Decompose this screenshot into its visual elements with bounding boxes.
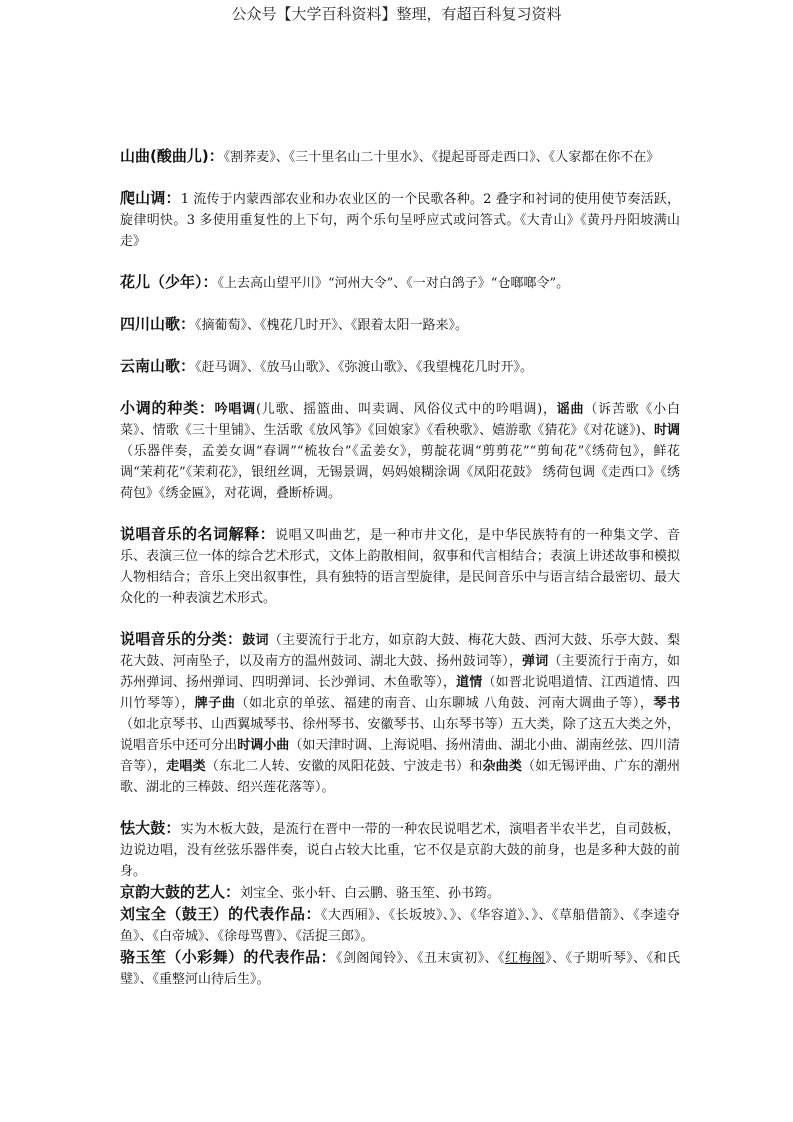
keyword-paiziqu: 牌子曲 [194, 696, 236, 711]
section-xiaodiao-types [120, 398, 680, 504]
term-jingyun-artists: 京韵大鼓的艺人： [120, 883, 241, 901]
keyword-guci: 鼓词 [242, 633, 269, 648]
term-liubaoquan-works: 刘宝全（鼓王）的代表作品： [120, 905, 321, 923]
keyword-shidiao: 时调 [653, 423, 680, 438]
term-sichuan-shange: 四川山歌： [120, 315, 196, 333]
section-luoyusheng-works [120, 947, 680, 990]
text-zaqulei: （如无锡评曲、广东的潮州歌、湖北的三棒鼓、绍兴莲花落等）。 [120, 759, 680, 795]
term-qiedagu: 怯大鼓： [120, 819, 181, 837]
text-luoyusheng-works-1: 《剑阁闻铃》、《丑末寅初》、《 [336, 951, 505, 966]
keyword-yaoqu: 谣曲 [556, 402, 585, 417]
text-paiziqu: （如北京的单弦、福建的南音、山东聊城 八角鼓、河南大调曲子等）， [235, 696, 654, 711]
text-guci: （主要流行于北方，如京韵大鼓、梅花大鼓、西河大鼓、乐亭大鼓、梨花大鼓、河南坠子，以及南方的温州鼓词、湖北大鼓、扬州鼓词等）， [120, 633, 680, 669]
term-shuochang-definition: 说唱音乐的名词解释： [120, 525, 276, 543]
term-huaer: 花儿（少年）： [120, 273, 218, 291]
text-shanqu: 《割荞麦》、《三十里名山二十里水》、《提起哥哥走西口》、《人家都在你不在》 [223, 150, 660, 165]
keyword-daoqing: 道情 [456, 675, 483, 690]
text-jingyun-artists: 刘宝全、张小轩、白云鹏、骆玉笙、孙书筠。 [240, 886, 501, 901]
keyword-tanci: 弹词 [522, 654, 549, 669]
text-sichuan-shange: 《摘葡萄》、《槐花几时开》、《跟着太阳一路来》。 [195, 318, 469, 333]
text-huaer: 《上去高山望平川》“河州大令”、《一对白鸽子》“仓啷啷令”。 [217, 276, 570, 291]
text-shidiao: （乐器伴奏，孟姜女调“春调”“梳妆台”《孟姜女》，剪靛花调“剪剪花”“剪甸花”《绣荷包》，鲜花调“茉莉花”《茉莉花》，银纽丝调，无锡景调，妈妈娘糊涂调《凤阳花鼓》 绣荷包调《走西口》《绣荷包》《绣金匾》，对花调，叠断桥调。 [120, 444, 680, 501]
text-shidiao-xiaoqu: （如天津时调、上海说唱、扬州清曲、湖北小曲、湖南丝弦、四川清音等）， [120, 738, 680, 774]
term-shanqu: 山曲(酸曲儿)： [120, 147, 224, 165]
text-pashandiao: 1 流传于内蒙西部农业和办农业区的一个民歌各种。2 叠字和衬词的使用使节奏活跃，旋律明快。3 多使用重复性的上下句，两个乐句呈呼应式或问答式。《大青山》《黄丹丹阳坡满山走》 [120, 192, 680, 249]
document-body [120, 146, 680, 990]
term-shuochang-categories: 说唱音乐的分类： [120, 630, 243, 648]
section-pashandiao [120, 188, 680, 252]
text-yaoqu: （诉苦歌《小白菜》、情歌《三十里铺》、生活歌《放风筝》《回娘家》《看秧歌》、嬉游歌《猜花》《对花谜》)、 [120, 402, 680, 438]
keyword-yinchangdiao: 吟唱调 [214, 402, 256, 417]
text-liubaoquan-works: 《大西厢》、《长坂坡》、》、《华容道》、》、《草船借箭》、《李逵夺鱼》、《白帝城》、《徐母骂曹》、《活捉三郎》。 [120, 908, 680, 944]
text-shuochang-definition: 说唱又叫曲艺，是一种市井文化，是中华民族特有的一种集文学、音乐、表演三位一体的综合艺术形式，文体上韵散相间，叙事和代言相结合；表演上讲述故事和模拟人物相结合；音乐上突出叙事性，具有独特的语言型旋律，是民间音乐中与语言结合最密切、最大众化的一种表演艺术形式。 [120, 528, 680, 606]
keyword-qinshu: 琴书 [653, 696, 680, 711]
text-daoqing: （如晋北说唱道情、江西道情、四川竹琴等）， [120, 675, 680, 711]
section-huaer [120, 272, 680, 294]
text-tanci: （主要流行于南方，如苏州弹词、扬州弹词、四明弹词、长沙弹词、木鱼歌等）， [120, 654, 680, 690]
term-pashandiao: 爬山调： [120, 189, 181, 207]
section-shanqu [120, 146, 680, 168]
section-shuochang-categories [120, 629, 680, 798]
text-yunnan-shange: 《赶马调》、《放马山歌》、《弥渡山歌》、《我望槐花几时开》。 [195, 360, 534, 375]
page-header: 公众号【大学百科资料】整理，有超百科复习资料 [231, 5, 562, 23]
text-yinchangdiao: (儿歌、摇篮曲、叫卖调、风俗仪式中的吟唱调)， [255, 402, 557, 417]
term-xiaodiao-types: 小调的种类： [120, 399, 215, 417]
keyword-shidiao-xiaoqu: 时调小曲 [237, 738, 290, 753]
keyword-zouchanglei: 走唱类 [166, 759, 206, 774]
section-sichuan-shange [120, 314, 680, 336]
text-luoyusheng-works-2: 》、《子期听琴》、《和氏璧》、《重整河山待后生》。 [120, 951, 680, 987]
section-qiedagu [120, 818, 680, 882]
keyword-zaqulei: 杂曲类 [482, 759, 522, 774]
text-qiedagu: 实为木板大鼓，是流行在晋中一带的一种农民说唱艺术，演唱者半农半艺，自司鼓板，边说边唱，没有丝弦乐器伴奏，说白占较大比重，它不仅是京韵大鼓的前身，也是多种大鼓的前身。 [120, 822, 680, 879]
link-hongmeige[interactable]: 红梅阁 [504, 951, 546, 966]
term-yunnan-shange: 云南山歌： [120, 357, 196, 375]
section-shuochang-definition [120, 524, 680, 609]
text-zouchanglei: （东北二人转、安徽的凤阳花鼓、宁波走书）和 [205, 759, 483, 774]
section-yunnan-shange [120, 356, 680, 378]
section-liubaoquan-works [120, 904, 680, 947]
term-luoyusheng-works: 骆玉笙（小彩舞）的代表作品： [120, 948, 337, 966]
text-qinshu: （如北京琴书、山西翼城琴书、徐州琴书、安徽琴书、山东琴书等）五大类，除了这五大类之外，说唱音乐中还可分出 [120, 717, 680, 753]
section-jingyun-artists [120, 882, 680, 904]
